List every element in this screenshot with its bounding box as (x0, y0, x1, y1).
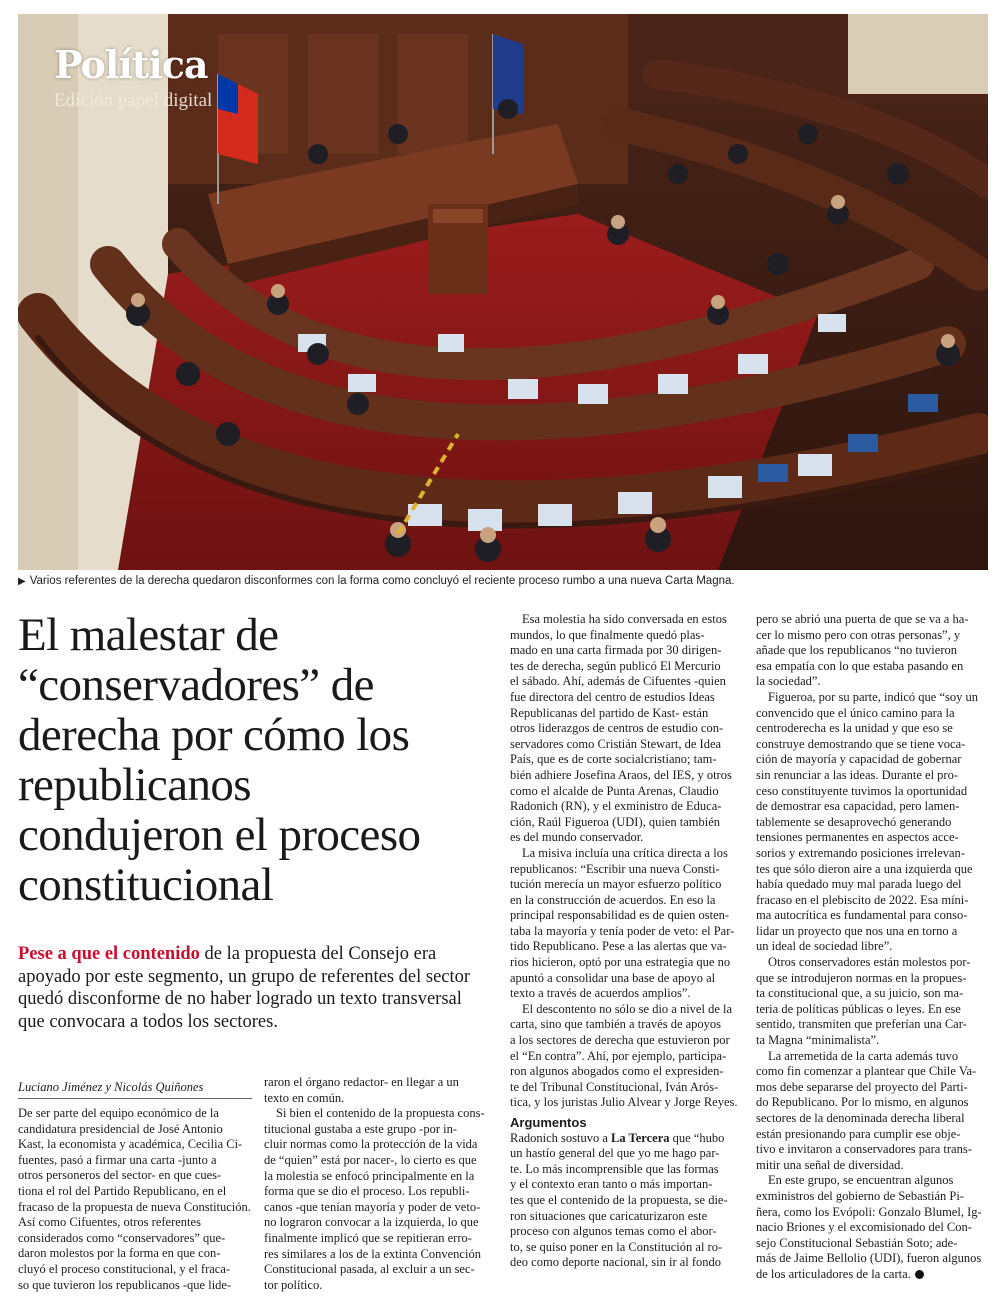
paragraph-line: País, que es de corte socialcristiano; tam- (510, 752, 717, 767)
column-2 (264, 1075, 498, 1293)
paragraph-line: la sociedad”. (756, 674, 821, 689)
subheading-argumentos: Argumentos (510, 1115, 587, 1130)
lead-highlight: Pese a que el contenido (18, 944, 200, 964)
paragraph-line: apuntó a consolidar una base de apoyo al (510, 970, 716, 985)
paragraph-line: tor político. (264, 1277, 323, 1292)
headline-line: derecha por cómo los (18, 709, 410, 761)
paragraph-line: no lograron convocar a la izquierda, lo que (264, 1215, 479, 1230)
paragraph-line: sorios y extremando posiciones irrelevan- (756, 845, 965, 860)
paragraph-line: cluyó el proceso constitucional, y el fraca- (18, 1261, 231, 1276)
paragraph-line: El descontento no sólo se dio a nivel de la (522, 1001, 733, 1016)
paragraph-line: el sábado. Ahí, además de Cifuentes -quien (510, 674, 726, 689)
paragraph-line: te del Tribunal Constitucional, Iván Arós- (510, 1079, 719, 1094)
paragraph-line: como fin comenzar a plantear que Chile Va- (756, 1064, 977, 1079)
paragraph-line: mos debe separarse del proyecto del Parti- (756, 1079, 968, 1094)
triangle-icon: ▶ (18, 576, 26, 587)
paragraph-line: otros liderazgos de centros de estudio con- (510, 721, 724, 736)
paragraph-line: tensiones permanentes en aspectos acce- (756, 830, 959, 845)
paragraph-line: mundos, lo que finalmente quedó plas- (510, 627, 705, 642)
paragraph-line: construye demostrando que se tiene voca- (756, 736, 966, 751)
paragraph-line: a los sectores de derecha que estuvieron por (510, 1033, 730, 1048)
paragraph-line: te. Lo más incomprensible que las formas (510, 1161, 719, 1176)
paragraph (264, 1106, 498, 1293)
paragraph-line: do Republicano. Por lo mismo, en algunos (756, 1095, 969, 1110)
paragraph-line: En este grupo, se encuentran algunos (768, 1173, 954, 1188)
paragraph-line: de “quien” está por nacer-, lo cierto es que (264, 1152, 477, 1167)
paragraph-line: Republicanas del partido de Kast- están (510, 705, 709, 720)
photo-caption-text: Varios referentes de la derecha quedaron disconformes con la forma como concluyó el reciente proceso rumbo a una nueva Carta Magna. (29, 575, 735, 587)
paragraph-line: Figueroa, por su parte, indicó que “soy un (768, 689, 979, 704)
paragraph (510, 846, 744, 1002)
paragraph-line: taba la mayoría y tenía poder de veto: el Par- (510, 923, 735, 938)
paragraph-line: daron molestos por la forma en que con- (18, 1246, 221, 1261)
paragraph-line: exministros del gobierno de Sebastián Pi- (756, 1188, 964, 1203)
paragraph-line: bién adhiere Josefina Araos, del IES, y otros (510, 767, 732, 782)
paragraph-line: ma autocrítica es fundamental para conso- (756, 908, 968, 923)
photo-caption (18, 575, 988, 587)
lead-line: quedó disconforme de no haber logrado un texto transversal (18, 989, 462, 1009)
paragraph-line: La misiva incluía una crítica directa a los (522, 845, 728, 860)
paragraph-line: sentido, transmiten que preferían una Car- (756, 1017, 967, 1032)
headline-line: republicanos (18, 759, 251, 811)
paragraph-line: ción de mayoría y capacidad de gobernar (756, 752, 962, 767)
paragraph-line: considerados como “conservadores” que- (18, 1230, 226, 1245)
paragraph-line: tablemente se desaprovechó generando (756, 814, 952, 829)
paragraph-line: es del mundo conservador. (510, 830, 644, 845)
lead-paragraph (18, 943, 496, 1033)
paragraph-line: De ser parte del equipo económico de la (18, 1106, 219, 1120)
paragraph-line: y el contexto eran tanto o más importan- (510, 1177, 713, 1192)
paragraph-line: tica, y los juristas Julio Alvear y Jorge Reyes. (510, 1095, 738, 1110)
headline-line: El malestar de (18, 609, 279, 661)
paragraph-line: carta, sino que también a través de apoyos (510, 1017, 722, 1032)
paragraph-line: Radonich sostuvo a La Tercera que “hubo (510, 1130, 725, 1145)
paragraph-line: candidatura presidencial de José Antonio (18, 1121, 223, 1136)
paragraph-line: Constitucional pasada, al excluir a un sec- (264, 1262, 475, 1277)
paragraph-line: ción, Raúl Figueroa (UDI), quien también (510, 814, 721, 829)
paragraph-line: que se introdujeron normas en la propues- (756, 970, 967, 985)
paragraph (756, 1173, 990, 1282)
paragraph-line: centroderecha es la unidad y que eso se (756, 721, 953, 736)
column-1 (18, 1106, 252, 1293)
paragraph-line: Kast, la economista y académica, Cecilia Ci- (18, 1137, 243, 1152)
paragraph-line: texto en común. (264, 1090, 345, 1105)
paragraph-line: Si bien el contenido de la propuesta cons- (276, 1106, 485, 1121)
paragraph-line: lidar un proyecto que nos una en torno a (756, 923, 958, 938)
paragraph-line: había quedado muy mal parada luego del (756, 877, 962, 892)
paragraph-line: un ideal de sociedad libre”. (756, 939, 893, 954)
paragraph-line: deo como deporte nacional, sin ir al fondo (510, 1255, 722, 1270)
paragraph-line: tido Republicano. Pese a las alertas que va- (510, 939, 727, 954)
paragraph-line: titucional gustaba a este grupo -por in- (264, 1121, 457, 1136)
paragraph-line: tes que sólo dieron aire a una izquierda que (756, 861, 973, 876)
paragraph-line: sin renunciar a las ideas. Durante el pro- (756, 767, 959, 782)
hero-photo (18, 14, 988, 570)
lead-line: que convocara a todos los sectores. (18, 1011, 278, 1032)
paragraph (510, 1146, 744, 1271)
paragraph-line: el “En contra”. Ahí, por ejemplo, participa- (510, 1048, 727, 1063)
paragraph-line: cer lo mismo pero con otras personas”, y (756, 627, 961, 642)
byline: Luciano Jiménez y Nicolás Quiñones (18, 1080, 252, 1099)
column-4 (756, 612, 990, 1283)
paragraph-line: Radonich (RN), y el exministro de Educa- (510, 799, 722, 814)
paragraph-line: forma que se dio el proceso. Los republi- (264, 1184, 470, 1199)
paragraph-line: mado en una carta firmada por 30 dirigen- (510, 643, 722, 658)
paragraph-line: principal responsabilidad es de quien osten- (510, 908, 730, 923)
paragraph-line: tiona el rol del Partido Republicano, en el (18, 1183, 227, 1198)
paragraph-line: sectores de la denominada derecha liberal (756, 1111, 965, 1125)
paragraph-line: tivo e invitaron a conservadores para trans- (756, 1142, 972, 1157)
paragraph-line: canos -que tenían mayoría y poder de veto- (264, 1199, 481, 1214)
column-3 (510, 612, 744, 1271)
paragraph-line: res similares a los de la extinta Convención (264, 1246, 481, 1261)
paragraph-line: Así como Cifuentes, otros referentes (18, 1215, 201, 1230)
paragraph-line: otros personeros del sector- en que cues- (18, 1168, 222, 1183)
lead-line: de la propuesta del Consejo era (199, 944, 437, 964)
paragraph (264, 1075, 498, 1106)
paragraph-line: en la construcción de acuerdos. En eso la (510, 892, 716, 907)
paragraph-line: pero se abrió una puerta de que se va a ha- (756, 612, 969, 626)
paragraph-line: rios hicieron, optó por una estrategia que no (510, 955, 731, 970)
paragraph-line: como el alcalde de Punta Arenas, Claudio (510, 783, 719, 798)
paragraph-line: más de Jaime Bellolio (UDI), fueron algunos (756, 1251, 982, 1266)
paragraph-line: fuentes, pasó a firmar una carta -junto a (18, 1152, 217, 1167)
paragraph-line: nacio Briones y el excomisionado del Con- (756, 1220, 972, 1235)
paragraph-line: ñera, como los Evópoli: Gonzalo Blumel, Ig- (756, 1204, 982, 1219)
paragraph-line: mitir una señal de diversidad. (756, 1157, 904, 1172)
paragraph (756, 690, 990, 955)
paragraph-line: fue directora del centro de estudios Ideas (510, 689, 715, 704)
paragraph-line: Esa molestia ha sido conversada en estos (522, 612, 727, 626)
paragraph-line: teria de políticas públicas o leyes. En ese (756, 1001, 961, 1016)
paragraph-line: de demostrar esa capacidad, pero lamen- (756, 799, 960, 814)
paragraph-line: tución merecía un mayor esfuerzo político (510, 877, 722, 892)
paragraph-line: ta Magna “minimalista”. (756, 1033, 880, 1048)
paragraph-line: so que tuvieron los republicanos -que lide- (18, 1277, 232, 1292)
paragraph-line: de los articuladores de la carta. (756, 1267, 990, 1283)
paragraph-line: texto a través de acuerdos amplios”. (510, 986, 691, 1001)
paragraph-line: fracaso en el plebiscito de 2022. Esa míni- (756, 892, 969, 907)
paragraph-line: servadores como Cristián Stewart, de Idea (510, 736, 722, 751)
paragraph-line: fracaso de la propuesta de nueva Constitución. (18, 1199, 251, 1214)
paragraph-line: republicanos: “Escribir una nueva Consti- (510, 861, 720, 876)
headline (18, 610, 496, 910)
paragraph-line: sejo Constitucional Sebastián Soto; ade- (756, 1235, 958, 1250)
paragraph (756, 955, 990, 1049)
paragraph-line: ceso constituyente tuvimos la oportunidad (756, 783, 968, 798)
paragraph-line: proceso con algunos temas como el abor- (510, 1224, 717, 1239)
headline-line: condujeron el proceso (18, 809, 421, 861)
headline-line: constitucional (18, 859, 274, 911)
paragraph-line: tes de derecha, según publicó El Mercurio (510, 658, 721, 673)
paragraph-line: cluir normas como la protección de la vida (264, 1137, 478, 1152)
paragraph-line: un hastío general del que yo me hago par- (510, 1146, 720, 1161)
paragraph-line: convencido que el único camino para la (756, 705, 955, 720)
paragraph-line: esa empatía con lo que estaba pasando en (756, 658, 964, 673)
paragraph-line: tes que el contenido de la propuesta, se die- (510, 1192, 728, 1207)
paragraph (756, 1049, 990, 1174)
section-title: Política (54, 42, 208, 87)
paragraph-line: añade que los republicanos “no tuvieron (756, 643, 957, 658)
paragraph-line: raron el órgano redactor- en llegar a un (264, 1075, 459, 1089)
paragraph-line: ron algunos abogados como el expresiden- (510, 1064, 724, 1079)
paragraph-line: finalmente implicó que se repitieran erro- (264, 1230, 472, 1245)
paragraph-line: ta constitucional que, a su juicio, son ma- (756, 986, 964, 1001)
section-subtitle: Edición papel digital (54, 90, 213, 111)
paragraph-line: ron situaciones que caricaturizaron este (510, 1208, 708, 1223)
paragraph-line: La arremetida de la carta además tuvo (768, 1048, 959, 1063)
headline-line: “conservadores” de (18, 659, 374, 711)
paragraph-line: están presionando para cumplir ese obje- (756, 1126, 961, 1141)
paragraph-line: to, se quiso poner en la Constitución al ro- (510, 1239, 723, 1254)
paragraph (510, 612, 744, 846)
paragraph-line: Otros conservadores están molestos por- (768, 955, 971, 970)
lead-line: apoyado por este segmento, un grupo de referentes del sector (18, 966, 471, 987)
paragraph (756, 612, 990, 690)
end-of-article-icon (915, 1270, 924, 1279)
paragraph-line: la molestia se enfocó principalmente en la (264, 1168, 475, 1183)
paragraph (510, 1002, 744, 1111)
newspaper-name: La Tercera (611, 1130, 670, 1145)
